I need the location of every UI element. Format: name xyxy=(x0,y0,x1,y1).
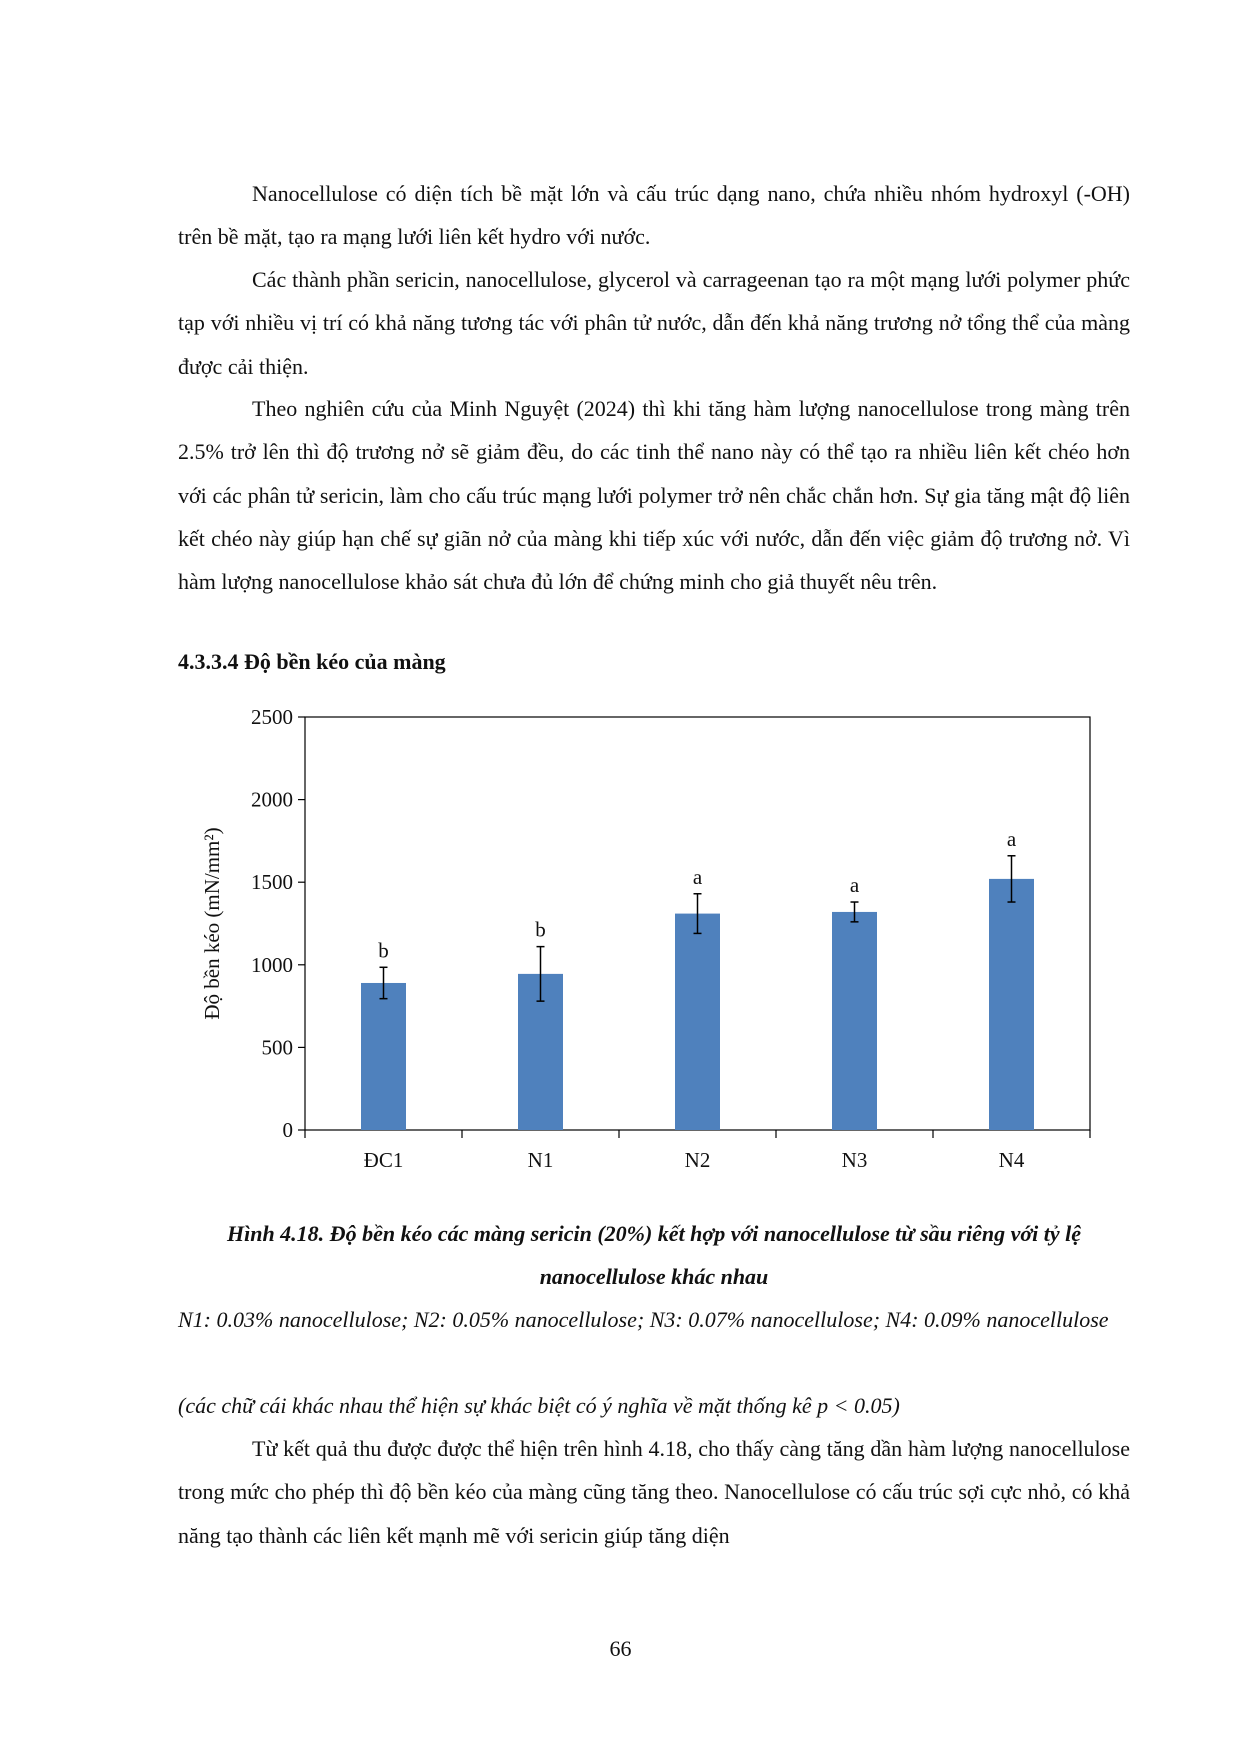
paragraph-minh-nguyet-study: Theo nghiên cứu của Minh Nguyệt (2024) thì khi tăng hàm lượng nanocellulose trong màng trên 2.5% trở lên thì độ trương nở sẽ giảm đều, do các tinh thể nano này có thể tạo ra nhiều liên kết chéo hơn với các phân tử sericin, làm cho cấu trúc mạng lưới polymer trở nên chắc chắn hơn. Sự gia tăng mật độ liên kết chéo này giúp hạn chế sự giãn nở của màng khi tiếp xúc với nước, dẫn đến việc giảm độ trương nở. Vì hàm lượng nanocellulose khảo sát chưa đủ lớn để chứng minh cho giả thuyết nêu trên. xyxy=(178,396,1130,595)
y-tick-label: 0 xyxy=(282,1118,293,1142)
y-tick-label: 1000 xyxy=(251,952,293,977)
bar-N2 xyxy=(675,914,720,1130)
paragraph-results-discussion: Từ kết quả thu được được thể hiện trên hình 4.18, cho thấy càng tăng dần hàm lượng nanocellulose trong mức cho phép thì độ bền kéo của màng cũng tăng theo. Nanocellulose có cấu trúc sợi cực nhỏ, có khả năng tạo thành các liên kết mạnh mẽ với sericin giúp tăng diện xyxy=(178,1436,1130,1548)
significance-letter: b xyxy=(378,938,389,963)
significance-letter: a xyxy=(692,864,703,889)
bar-N4 xyxy=(989,879,1034,1130)
y-tick-label: 500 xyxy=(261,1035,293,1060)
x-tick-label: N1 xyxy=(527,1148,554,1172)
paragraph-polymer-network: Các thành phần sericin, nanocellulose, glycerol và carrageenan tạo ra một mạng lưới polymer phức tạp với nhiều vị trí có khả năng tương tác với phân tử nước, dẫn đến khả năng trương nở tổng thể của màng được cải thiện. xyxy=(178,267,1130,379)
bar-ĐC1 xyxy=(361,983,406,1130)
y-tick-label: 2000 xyxy=(251,787,293,812)
y-tick-label: 1500 xyxy=(251,870,293,895)
tensile-strength-bar-chart xyxy=(190,690,1110,1190)
x-tick-label: N3 xyxy=(841,1148,868,1172)
section-heading: 4.3.3.4 Độ bền kéo của màng xyxy=(178,649,446,674)
page-number: 66 xyxy=(609,1636,632,1661)
x-tick-label: ĐC1 xyxy=(363,1148,404,1172)
figure-note-significance: (các chữ cái khác nhau thể hiện sự khác biệt có ý nghĩa về mặt thống kê p < 0.05) xyxy=(178,1393,900,1418)
x-tick-label: N4 xyxy=(998,1148,1025,1172)
x-tick-label: N2 xyxy=(684,1148,711,1172)
figure-note-legend: N1: 0.03% nanocellulose; N2: 0.05% nanocellulose; N3: 0.07% nanocellulose; N4: 0.09% nanocellulose xyxy=(178,1307,1109,1332)
significance-letter: a xyxy=(849,873,860,898)
paragraph-nanocellulose-surface: Nanocellulose có diện tích bề mặt lớn và cấu trúc dạng nano, chứa nhiều nhóm hydroxyl (-OH) trên bề mặt, tạo ra mạng lưới liên kết hydro với nước. xyxy=(178,181,1130,250)
significance-letter: a xyxy=(1006,826,1017,851)
y-axis-label: Độ bền kéo (mN/mm²) xyxy=(200,827,224,1020)
y-tick-label: 2500 xyxy=(251,705,293,729)
significance-letter: b xyxy=(535,917,546,942)
bar-N3 xyxy=(832,912,877,1130)
figure-caption: Hình 4.18. Độ bền kéo các màng sericin (20%) kết hợp với nanocellulose từ sầu riêng với tỷ lệ nanocellulose khác nhau xyxy=(226,1221,1081,1289)
